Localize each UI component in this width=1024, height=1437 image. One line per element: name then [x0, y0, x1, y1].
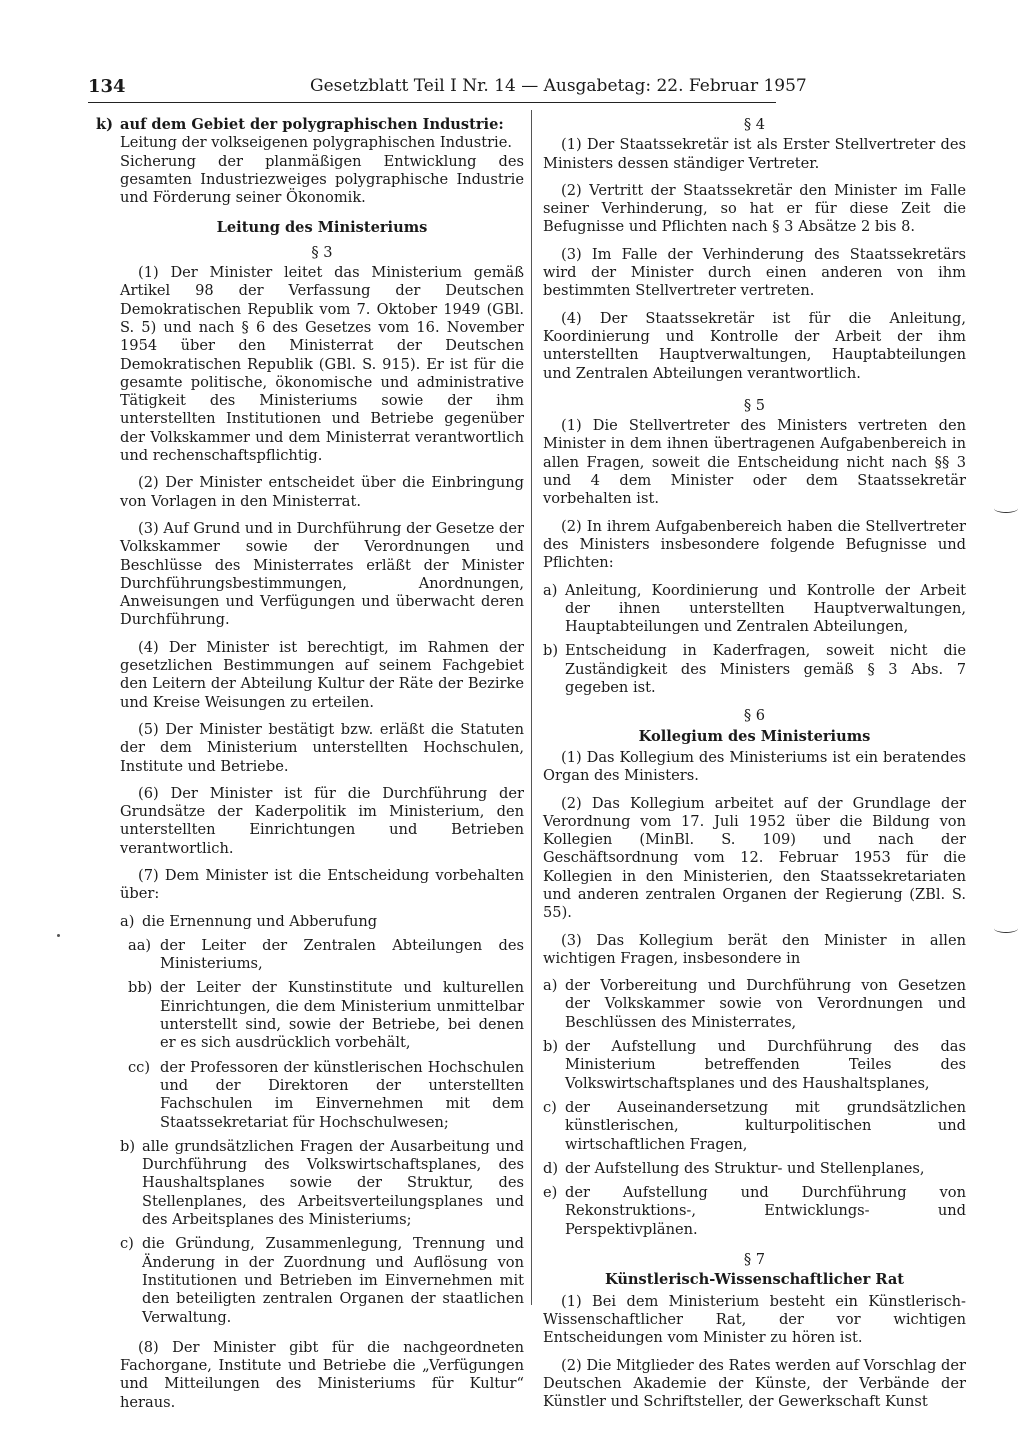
- page-number: 134: [88, 76, 126, 97]
- paragraph: (6) Der Minister ist für die Durchführung der Grundsätze der Kaderpolitik im Ministerium, den unterstellten Einrichtungen und Betrieben verantwortlich.: [120, 784, 524, 857]
- header-rule: [88, 102, 776, 103]
- item-label: b): [543, 1038, 559, 1056]
- paragraph: (1) Das Kollegium des Ministeriums ist ein beratendes Organ des Ministers.: [543, 748, 966, 785]
- paragraph: (1) Der Minister leitet das Ministerium gemäß Artikel 98 der Verfassung der Deutschen Demokratischen Republik vom 7. Oktober 1949 (GBl. S. 5) und nach § 6 des Gesetzes vom 16. November 1954 über den Ministerrat der Deutschen Demokratischen Republik (GBl. S. 915). Er ist für die gesamte politische, ökonomische und administrative Tätigkeit des Ministeriums sowie der ihm unterstellten Institutionen und Betriebe gegenüber der Volkskammer und dem Ministerrat verantwortlich und rechenschaftspflichtig.: [120, 264, 524, 465]
- section-heading: Künstlerisch-Wissenschaftlicher Rat: [604, 1271, 905, 1289]
- list-item: [543, 582, 966, 637]
- item-k: [96, 116, 524, 207]
- paragraph: (4) Der Minister ist berechtigt, im Rahmen der gesetzlichen Bestimmungen auf seinem Fachgebiet den Leitern der Abteilung Kultur der Räte der Bezirke und Kreise Weisungen zu erteilen.: [120, 638, 524, 711]
- item-label: c): [120, 1235, 134, 1253]
- right-column: [543, 116, 966, 1420]
- section-number: § 4: [743, 116, 766, 133]
- paragraph: (1) Bei dem Ministerium besteht ein Künstlerisch-Wissenschaftlicher Rat, der vor wichtigen Entscheidungen vom Minister zu hören ist.: [543, 1292, 966, 1347]
- item-text: alle grundsätzlichen Fragen der Ausarbeitung und Durchführung des Volkswirtschaftsplanes, des Haushaltsplanes sowie der Struktur, des Stellenplanes, des Arbeitsverteilungsplanes und des Arbeitsplanes des Ministeriums;: [142, 1137, 524, 1229]
- paragraph: (2) In ihrem Aufgabenbereich haben die Stellvertreter des Ministers insbesondere folgende Befugnisse und Pflichten:: [543, 517, 966, 572]
- item-label: a): [543, 977, 558, 995]
- item-label: a): [543, 581, 558, 599]
- section-number: § 7: [743, 1251, 766, 1269]
- item-text: die Ernennung und Abberufung: [142, 912, 378, 930]
- paragraph: (2) Die Mitglieder des Rates werden auf Vorschlag der Deutschen Akademie der Künste, der Verbände der Künstler und Schriftsteller, der Gewerkschaft Kunst: [543, 1356, 966, 1411]
- item-text: der Auseinandersetzung mit grundsätzlichen künstlerischen, kulturpolitischen und wirtschaftlichen Fragen,: [565, 1098, 966, 1153]
- list-item: [120, 913, 524, 931]
- paragraph: (7) Dem Minister ist die Entscheidung vorbehalten über:: [120, 866, 524, 903]
- item-label: b): [543, 642, 559, 660]
- item-label: bb): [128, 979, 153, 997]
- section-heading: Kollegium des Ministeriums: [638, 727, 871, 745]
- paragraph: (1) Der Staatssekretär ist als Erster Stellvertreter des Ministers dessen ständiger Vertreter.: [543, 136, 966, 172]
- paragraph: (8) Der Minister gibt für die nachgeordneten Fachorgane, Institute und Betriebe die „Verfügungen und Mitteilungen des Ministeriums für Kultur“ heraus.: [120, 1338, 524, 1411]
- item-text: Anleitung, Koordinierung und Kontrolle der Arbeit der ihnen unterstellten Hauptverwaltungen, Hauptabteilungen und Zentralen Abteilungen,: [565, 581, 966, 636]
- list-item: [543, 1099, 966, 1154]
- item-label: d): [543, 1159, 559, 1177]
- paragraph: (3) Das Kollegium berät den Minister in allen wichtigen Fragen, insbesondere in: [543, 931, 966, 967]
- item-text: der Professoren der künstlerischen Hochschulen und der Direktoren der unterstellten Fachschulen im Einvernehmen mit dem Staatssekretariat für Hochschulwesen;: [160, 1058, 524, 1131]
- item-k-title: auf dem Gebiet der polygraphischen Industrie:: [120, 116, 504, 133]
- paragraph: (5) Der Minister bestätigt bzw. erläßt die Statuten der dem Ministerium unterstellten Hochschulen, Institute und Betriebe.: [120, 720, 524, 775]
- paragraph: (2) Der Minister entscheidet über die Einbringung von Vorlagen in den Ministerrat.: [120, 474, 524, 510]
- list-item: [543, 977, 966, 1032]
- item-text: der Aufstellung des Struktur- und Stellenplanes,: [565, 1159, 925, 1177]
- left-column: [96, 116, 524, 1421]
- item-k-text: Leitung der volkseigenen polygraphischen Industrie.: [120, 134, 513, 152]
- item-label: a): [120, 912, 135, 930]
- list-item: [543, 1184, 966, 1239]
- margin-mark: [994, 504, 1018, 513]
- page-header: [88, 76, 807, 102]
- column-divider: [531, 110, 532, 1305]
- item-label: aa): [128, 936, 152, 954]
- paragraph: (4) Der Staatssekretär ist für die Anleitung, Koordinierung und Kontrolle der Arbeit der ihm unterstellten Hauptverwaltungen, Hauptabteilungen und Zentralen Abteilungen verantwortlich.: [543, 309, 966, 382]
- margin-dot: [57, 934, 60, 937]
- paragraph: (2) Vertritt der Staatssekretär den Minister im Falle seiner Verhinderung, so hat er für diese Zeit die Befugnisse und Pflichten nach § 3 Absätze 2 bis 8.: [543, 181, 966, 236]
- item-text: der Aufstellung und Durchführung von Rekonstruktions-, Entwicklungs- und Perspektivplänen.: [565, 1184, 966, 1238]
- section-number: § 5: [743, 396, 766, 414]
- item-label: c): [543, 1098, 557, 1116]
- section-heading: Leitung des Ministeriums: [216, 219, 428, 237]
- paragraph: (3) Auf Grund und in Durchführung der Gesetze der Volkskammer sowie der Verordnungen und Beschlüsse des Ministerrates erläßt der Minister Durchführungsbestimmungen, Anordnungen, Anweisungen und Verfügungen und überwacht deren Durchführung.: [120, 519, 524, 629]
- list-item: [543, 642, 966, 697]
- item-text: die Gründung, Zusammenlegung, Trennung und Änderung in der Zuordnung und Auflösung von Institutionen und Betrieben im Einvernehmen mit den beteiligten zentralen Organen der staatlichen Verwaltung.: [142, 1235, 524, 1326]
- item-k-text: Sicherung der planmäßigen Entwicklung des gesamten Industriezweiges polygraphische Industrie und Förderung seiner Ökonomik.: [120, 152, 524, 207]
- item-text: der Leiter der Kunstinstitute und kulturellen Einrichtungen, die dem Ministerium unmittelbar unterstellt sind, sowie der Betriebe, bei denen er es sich ausdrücklich vorbehält,: [160, 979, 524, 1052]
- list-item: [543, 1038, 966, 1093]
- gazette-title: Gesetzblatt Teil I Nr. 14 — Ausgabetag: 22. Februar 1957: [310, 76, 807, 96]
- sub-item: [120, 1059, 524, 1132]
- paragraph: (2) Das Kollegium arbeitet auf der Grundlage der Verordnung vom 17. Juli 1952 über die Bildung von Kollegien (MinBl. S. 109) und nach der Geschäftsordnung vom 12. Februar 1953 für die Kollegien in den Ministerien, den Staatssekretariaten und anderen zentralen Organen der Regierung (ZBl. S. 55).: [543, 794, 966, 922]
- margin-mark: [994, 924, 1018, 933]
- paragraph: (3) Im Falle der Verhinderung des Staatssekretärs wird der Minister durch einen anderen von ihm bestimmten Stellvertreter vertreten.: [543, 245, 966, 300]
- paragraph: (1) Die Stellvertreter des Ministers vertreten den Minister in dem ihnen übertragenen Aufgabenbereich in allen Fragen, soweit die Entscheidung nicht nach §§ 3 und 4 dem Minister oder dem Staatssekretär vorbehalten ist.: [543, 417, 966, 508]
- item-label: b): [120, 1137, 136, 1155]
- list-item: [120, 1235, 524, 1326]
- sub-item: [120, 979, 524, 1052]
- item-label: k): [96, 116, 114, 133]
- item-text: der Vorbereitung und Durchführung von Gesetzen der Volkskammer sowie von Verordnungen und Beschlüssen des Ministerrates,: [565, 977, 966, 1031]
- item-label: e): [543, 1184, 558, 1202]
- section-number: § 6: [743, 707, 766, 725]
- list-item: [543, 1160, 966, 1178]
- item-text: Entscheidung in Kaderfragen, soweit nicht die Zuständigkeit des Ministers gemäß § 3 Abs. 7 gegeben ist.: [565, 642, 966, 697]
- section-number: § 3: [311, 243, 333, 261]
- list-item: [120, 1138, 524, 1229]
- item-text: der Leiter der Zentralen Abteilungen des Ministeriums,: [160, 936, 524, 973]
- item-text: der Aufstellung und Durchführung des das Ministerium betreffenden Teiles des Volkswirtschaftsplanes und des Haushaltsplanes,: [565, 1038, 966, 1092]
- sub-item: [120, 937, 524, 974]
- item-label: cc): [128, 1058, 151, 1076]
